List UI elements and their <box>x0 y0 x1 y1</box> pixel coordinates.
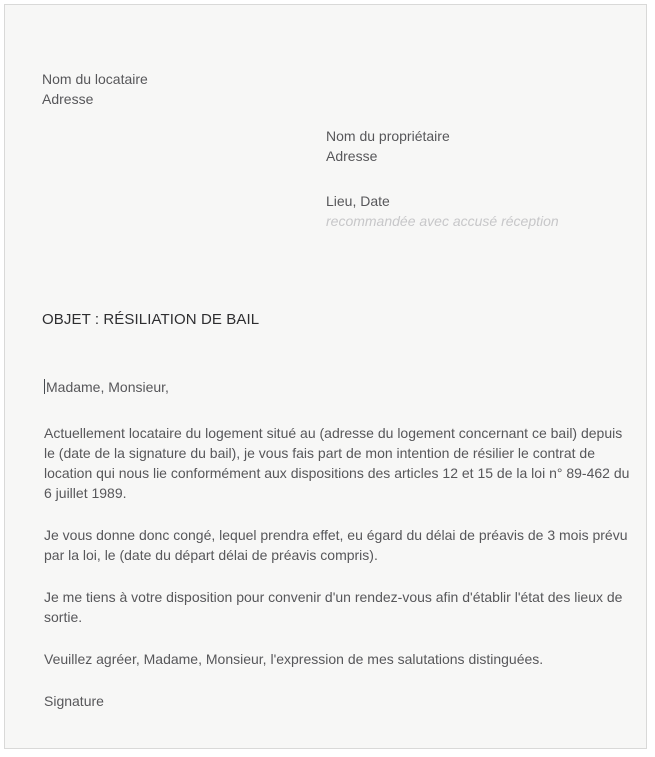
salutation-line[interactable] <box>44 377 636 397</box>
letter-editor[interactable] <box>44 377 636 733</box>
registered-mail-note: recommandée avec accusé réception <box>326 213 559 229</box>
closing-line[interactable]: Veuillez agréer, Madame, Monsieur, l'expression de mes salutations distinguées. <box>44 651 544 667</box>
letter-paragraph[interactable]: Actuellement locataire du logement situé au (adresse du logement concernant ce bail) depuis le (date de la signature du bail), je vous fais part de mon intention de résilier le contrat de location qui nous lie conformément aux dispositions des articles 12 et 15 de la loi n° 89-462 du 6 juillet 1989. <box>44 425 630 501</box>
recipient-address-placeholder[interactable]: Adresse <box>326 148 378 164</box>
letter-paragraph[interactable]: Je me tiens à votre disposition pour convenir d'un rendez-vous afin d'établir l'état des lieux de sortie. <box>44 589 623 625</box>
salutation-text[interactable]: Madame, Monsieur, <box>46 379 169 395</box>
sender-address-placeholder[interactable]: Adresse <box>42 91 94 107</box>
letter-paragraph[interactable]: Je vous donne donc congé, lequel prendra effet, eu égard du délai de préavis de 3 mois prévu par la loi, le (date du départ délai de préavis compris). <box>44 527 628 563</box>
place-date-placeholder[interactable]: Lieu, Date <box>326 193 390 209</box>
letter-document-page <box>4 4 647 749</box>
sender-name-placeholder[interactable]: Nom du locataire <box>42 71 148 87</box>
text-cursor <box>44 379 45 394</box>
signature-label[interactable]: Signature <box>44 693 104 709</box>
recipient-name-placeholder[interactable]: Nom du propriétaire <box>326 128 450 144</box>
subject-line[interactable]: OBJET : RÉSILIATION DE BAIL <box>42 311 260 328</box>
sender-block <box>42 69 148 109</box>
recipient-block <box>326 126 559 231</box>
